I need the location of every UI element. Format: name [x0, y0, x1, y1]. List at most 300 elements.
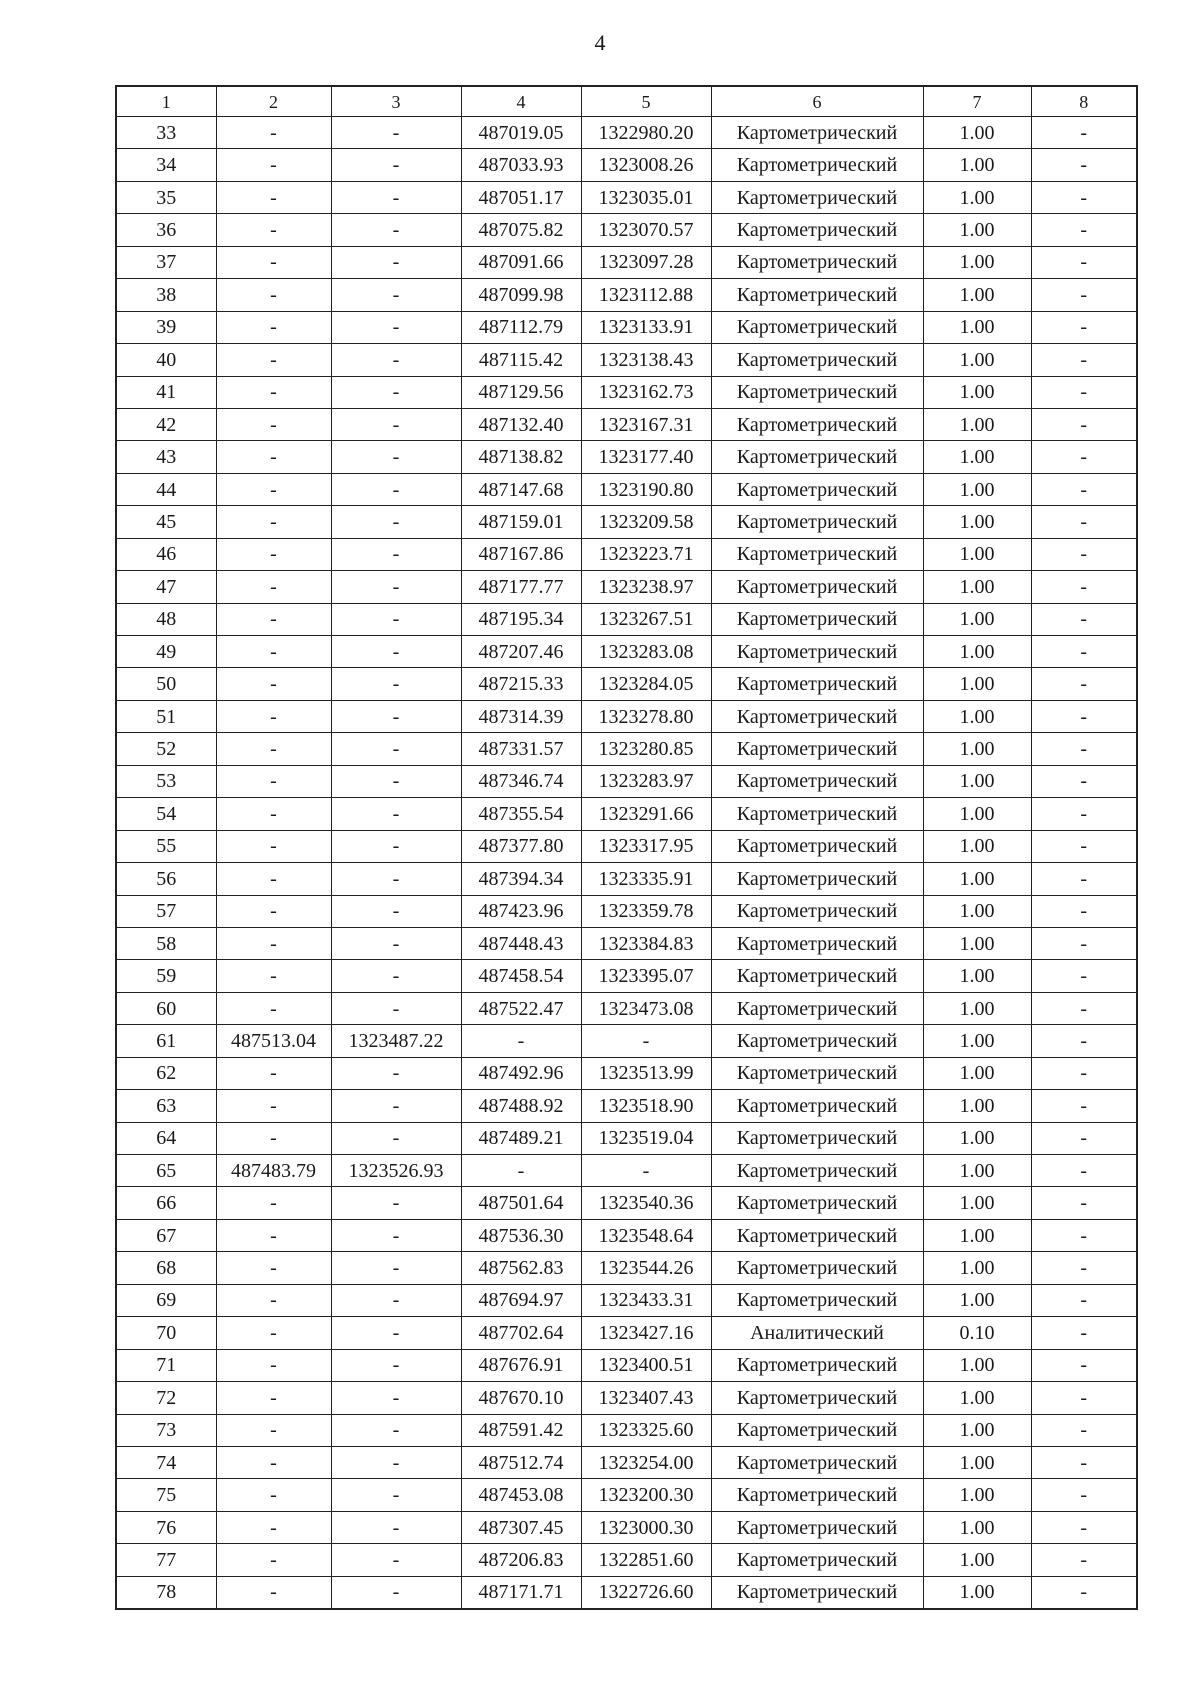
table-row: [116, 117, 1137, 149]
old-x-cell: -: [216, 992, 331, 1024]
old-y-cell: -: [331, 279, 461, 311]
method-cell: Картометрический: [711, 538, 923, 570]
method-cell: Картометрический: [711, 603, 923, 635]
old-y-cell: -: [331, 1057, 461, 1089]
accuracy-cell: 1.00: [923, 1025, 1031, 1057]
method-cell: Картометрический: [711, 700, 923, 732]
point-number-cell: 49: [116, 636, 216, 668]
old-x-cell: -: [216, 246, 331, 278]
point-number-cell: 66: [116, 1187, 216, 1219]
new-y-cell: 1322980.20: [581, 117, 711, 149]
old-y-cell: -: [331, 149, 461, 181]
accuracy-cell: 1.00: [923, 1284, 1031, 1316]
point-number-cell: 64: [116, 1122, 216, 1154]
method-cell: Картометрический: [711, 149, 923, 181]
table-row: [116, 733, 1137, 765]
old-x-cell: -: [216, 149, 331, 181]
table-row: [116, 1187, 1137, 1219]
new-y-cell: 1323433.31: [581, 1284, 711, 1316]
new-y-cell: 1323008.26: [581, 149, 711, 181]
new-x-cell: 487075.82: [461, 214, 581, 246]
method-cell: Картометрический: [711, 441, 923, 473]
method-cell: Картометрический: [711, 1284, 923, 1316]
new-y-cell: 1323544.26: [581, 1252, 711, 1284]
old-y-cell: -: [331, 1090, 461, 1122]
description-cell: -: [1031, 1576, 1137, 1609]
new-y-cell: 1323280.85: [581, 733, 711, 765]
old-y-cell: -: [331, 733, 461, 765]
table-row: [116, 1544, 1137, 1576]
accuracy-cell: 1.00: [923, 603, 1031, 635]
point-number-cell: 76: [116, 1511, 216, 1543]
table-row: [116, 1382, 1137, 1414]
new-x-cell: 487458.54: [461, 960, 581, 992]
new-y-cell: 1323407.43: [581, 1382, 711, 1414]
new-y-cell: 1323317.95: [581, 830, 711, 862]
accuracy-cell: 1.00: [923, 1252, 1031, 1284]
method-cell: Картометрический: [711, 733, 923, 765]
old-x-cell: -: [216, 311, 331, 343]
point-number-cell: 50: [116, 668, 216, 700]
new-y-cell: 1323325.60: [581, 1414, 711, 1446]
accuracy-cell: 1.00: [923, 765, 1031, 797]
new-y-cell: 1323548.64: [581, 1219, 711, 1251]
method-cell: Картометрический: [711, 246, 923, 278]
method-cell: Картометрический: [711, 960, 923, 992]
table-row: [116, 506, 1137, 538]
point-number-cell: 78: [116, 1576, 216, 1609]
point-number-cell: 35: [116, 181, 216, 213]
new-x-cell: 487694.97: [461, 1284, 581, 1316]
method-cell: Картометрический: [711, 636, 923, 668]
method-cell: Картометрический: [711, 895, 923, 927]
point-number-cell: 40: [116, 344, 216, 376]
accuracy-cell: 1.00: [923, 473, 1031, 505]
old-x-cell: -: [216, 603, 331, 635]
new-x-cell: -: [461, 1025, 581, 1057]
old-x-cell: -: [216, 1382, 331, 1414]
table-row: [116, 538, 1137, 570]
accuracy-cell: 1.00: [923, 798, 1031, 830]
new-y-cell: 1322851.60: [581, 1544, 711, 1576]
table-row: [116, 1090, 1137, 1122]
table-row: [116, 311, 1137, 343]
accuracy-cell: 1.00: [923, 1057, 1031, 1089]
point-number-cell: 38: [116, 279, 216, 311]
old-y-cell: 1323526.93: [331, 1155, 461, 1187]
new-y-cell: 1323070.57: [581, 214, 711, 246]
description-cell: -: [1031, 311, 1137, 343]
method-cell: Картометрический: [711, 1187, 923, 1219]
old-y-cell: -: [331, 830, 461, 862]
new-y-cell: 1323291.66: [581, 798, 711, 830]
old-x-cell: -: [216, 636, 331, 668]
old-x-cell: -: [216, 117, 331, 149]
accuracy-cell: 1.00: [923, 1446, 1031, 1478]
old-y-cell: -: [331, 636, 461, 668]
new-y-cell: 1323138.43: [581, 344, 711, 376]
description-cell: -: [1031, 1414, 1137, 1446]
point-number-cell: 55: [116, 830, 216, 862]
table-row: [116, 149, 1137, 181]
description-cell: -: [1031, 571, 1137, 603]
accuracy-cell: 1.00: [923, 895, 1031, 927]
description-cell: -: [1031, 1025, 1137, 1057]
old-y-cell: -: [331, 927, 461, 959]
accuracy-cell: 1.00: [923, 1090, 1031, 1122]
old-y-cell: -: [331, 344, 461, 376]
new-y-cell: 1323518.90: [581, 1090, 711, 1122]
old-y-cell: -: [331, 246, 461, 278]
method-cell: Картометрический: [711, 863, 923, 895]
accuracy-cell: 1.00: [923, 181, 1031, 213]
method-cell: Картометрический: [711, 1057, 923, 1089]
new-x-cell: 487394.34: [461, 863, 581, 895]
point-number-cell: 41: [116, 376, 216, 408]
new-x-cell: 487129.56: [461, 376, 581, 408]
description-cell: -: [1031, 700, 1137, 732]
new-x-cell: 487492.96: [461, 1057, 581, 1089]
table-row: [116, 214, 1137, 246]
description-cell: -: [1031, 765, 1137, 797]
accuracy-cell: 0.10: [923, 1317, 1031, 1349]
new-y-cell: 1323284.05: [581, 668, 711, 700]
table-row: [116, 246, 1137, 278]
point-number-cell: 45: [116, 506, 216, 538]
table-row: [116, 960, 1137, 992]
page-number: 4: [594, 30, 606, 55]
old-y-cell: -: [331, 992, 461, 1024]
point-number-cell: 36: [116, 214, 216, 246]
description-cell: -: [1031, 376, 1137, 408]
accuracy-cell: 1.00: [923, 1187, 1031, 1219]
method-cell: Картометрический: [711, 1576, 923, 1609]
new-y-cell: 1323209.58: [581, 506, 711, 538]
old-x-cell: -: [216, 1122, 331, 1154]
point-number-cell: 56: [116, 863, 216, 895]
point-number-cell: 74: [116, 1446, 216, 1478]
new-x-cell: 487033.93: [461, 149, 581, 181]
description-cell: -: [1031, 927, 1137, 959]
table-row: [116, 1479, 1137, 1511]
table-row: [116, 1252, 1137, 1284]
new-x-cell: 487307.45: [461, 1511, 581, 1543]
new-x-cell: 487536.30: [461, 1219, 581, 1251]
new-x-cell: 487423.96: [461, 895, 581, 927]
new-x-cell: 487051.17: [461, 181, 581, 213]
description-cell: -: [1031, 830, 1137, 862]
old-y-cell: -: [331, 538, 461, 570]
description-cell: -: [1031, 1446, 1137, 1478]
old-x-cell: -: [216, 1349, 331, 1381]
point-number-cell: 37: [116, 246, 216, 278]
accuracy-cell: 1.00: [923, 538, 1031, 570]
description-cell: -: [1031, 279, 1137, 311]
new-x-cell: 487670.10: [461, 1382, 581, 1414]
new-y-cell: 1323395.07: [581, 960, 711, 992]
description-cell: -: [1031, 1511, 1137, 1543]
old-x-cell: -: [216, 1252, 331, 1284]
column-header: 1: [116, 86, 216, 117]
new-x-cell: 487346.74: [461, 765, 581, 797]
new-x-cell: 487488.92: [461, 1090, 581, 1122]
point-number-cell: 44: [116, 473, 216, 505]
description-cell: -: [1031, 1219, 1137, 1251]
point-number-cell: 60: [116, 992, 216, 1024]
description-cell: -: [1031, 1544, 1137, 1576]
old-x-cell: -: [216, 473, 331, 505]
table-body: [116, 117, 1137, 1610]
accuracy-cell: 1.00: [923, 1349, 1031, 1381]
method-cell: Картометрический: [711, 279, 923, 311]
table-row: [116, 1057, 1137, 1089]
accuracy-cell: 1.00: [923, 117, 1031, 149]
point-number-cell: 52: [116, 733, 216, 765]
old-y-cell: -: [331, 1511, 461, 1543]
old-x-cell: -: [216, 733, 331, 765]
method-cell: Картометрический: [711, 408, 923, 440]
method-cell: Картометрический: [711, 376, 923, 408]
table-row: [116, 571, 1137, 603]
old-y-cell: -: [331, 506, 461, 538]
description-cell: -: [1031, 798, 1137, 830]
accuracy-cell: 1.00: [923, 279, 1031, 311]
accuracy-cell: 1.00: [923, 1544, 1031, 1576]
point-number-cell: 70: [116, 1317, 216, 1349]
method-cell: Картометрический: [711, 571, 923, 603]
accuracy-cell: 1.00: [923, 1382, 1031, 1414]
table-row: [116, 279, 1137, 311]
point-number-cell: 48: [116, 603, 216, 635]
column-header: 4: [461, 86, 581, 117]
old-y-cell: -: [331, 1446, 461, 1478]
table-row: [116, 181, 1137, 213]
accuracy-cell: 1.00: [923, 992, 1031, 1024]
new-y-cell: 1323177.40: [581, 441, 711, 473]
new-y-cell: 1323283.08: [581, 636, 711, 668]
old-x-cell: -: [216, 895, 331, 927]
accuracy-cell: 1.00: [923, 1511, 1031, 1543]
old-y-cell: -: [331, 376, 461, 408]
description-cell: -: [1031, 441, 1137, 473]
new-x-cell: 487138.82: [461, 441, 581, 473]
description-cell: -: [1031, 636, 1137, 668]
accuracy-cell: 1.00: [923, 1155, 1031, 1187]
old-y-cell: -: [331, 895, 461, 927]
old-x-cell: -: [216, 1414, 331, 1446]
column-header: 2: [216, 86, 331, 117]
description-cell: -: [1031, 181, 1137, 213]
table-row: [116, 798, 1137, 830]
new-y-cell: 1323097.28: [581, 246, 711, 278]
column-header: 5: [581, 86, 711, 117]
point-number-cell: 72: [116, 1382, 216, 1414]
new-x-cell: 487019.05: [461, 117, 581, 149]
method-cell: Картометрический: [711, 1511, 923, 1543]
new-y-cell: 1323278.80: [581, 700, 711, 732]
old-y-cell: -: [331, 1544, 461, 1576]
old-y-cell: 1323487.22: [331, 1025, 461, 1057]
point-number-cell: 58: [116, 927, 216, 959]
method-cell: Картометрический: [711, 311, 923, 343]
new-x-cell: 487177.77: [461, 571, 581, 603]
old-y-cell: -: [331, 311, 461, 343]
description-cell: -: [1031, 1252, 1137, 1284]
old-y-cell: -: [331, 765, 461, 797]
table-row: [116, 668, 1137, 700]
description-cell: -: [1031, 1122, 1137, 1154]
new-x-cell: 487522.47: [461, 992, 581, 1024]
point-number-cell: 39: [116, 311, 216, 343]
old-x-cell: -: [216, 376, 331, 408]
table-row: [116, 1122, 1137, 1154]
table-row: [116, 344, 1137, 376]
new-y-cell: 1323223.71: [581, 538, 711, 570]
new-x-cell: 487147.68: [461, 473, 581, 505]
method-cell: Аналитический: [711, 1317, 923, 1349]
table-row: [116, 636, 1137, 668]
table-row: [116, 441, 1137, 473]
point-number-cell: 51: [116, 700, 216, 732]
old-y-cell: -: [331, 441, 461, 473]
old-x-cell: -: [216, 1511, 331, 1543]
point-number-cell: 34: [116, 149, 216, 181]
method-cell: Картометрический: [711, 668, 923, 700]
table-row: [116, 376, 1137, 408]
method-cell: Картометрический: [711, 798, 923, 830]
new-x-cell: 487676.91: [461, 1349, 581, 1381]
old-y-cell: -: [331, 668, 461, 700]
point-number-cell: 63: [116, 1090, 216, 1122]
old-x-cell: -: [216, 1187, 331, 1219]
new-x-cell: 487215.33: [461, 668, 581, 700]
table-row: [116, 992, 1137, 1024]
table-row: [116, 1511, 1137, 1543]
old-y-cell: -: [331, 117, 461, 149]
new-y-cell: -: [581, 1025, 711, 1057]
old-x-cell: -: [216, 1544, 331, 1576]
new-y-cell: 1323519.04: [581, 1122, 711, 1154]
new-y-cell: 1323238.97: [581, 571, 711, 603]
new-x-cell: 487591.42: [461, 1414, 581, 1446]
method-cell: Картометрический: [711, 1219, 923, 1251]
old-y-cell: -: [331, 1252, 461, 1284]
old-x-cell: -: [216, 344, 331, 376]
new-x-cell: 487159.01: [461, 506, 581, 538]
new-y-cell: 1323035.01: [581, 181, 711, 213]
new-y-cell: 1323167.31: [581, 408, 711, 440]
method-cell: Картометрический: [711, 1155, 923, 1187]
method-cell: Картометрический: [711, 1349, 923, 1381]
description-cell: -: [1031, 149, 1137, 181]
method-cell: Картометрический: [711, 117, 923, 149]
old-y-cell: -: [331, 408, 461, 440]
description-cell: -: [1031, 117, 1137, 149]
accuracy-cell: 1.00: [923, 376, 1031, 408]
table-row: [116, 408, 1137, 440]
table-row: [116, 927, 1137, 959]
new-x-cell: 487132.40: [461, 408, 581, 440]
point-number-cell: 69: [116, 1284, 216, 1316]
accuracy-cell: 1.00: [923, 636, 1031, 668]
point-number-cell: 53: [116, 765, 216, 797]
description-cell: -: [1031, 992, 1137, 1024]
old-y-cell: -: [331, 214, 461, 246]
new-y-cell: 1323335.91: [581, 863, 711, 895]
method-cell: Картометрический: [711, 1414, 923, 1446]
method-cell: Картометрический: [711, 830, 923, 862]
new-y-cell: 1323133.91: [581, 311, 711, 343]
method-cell: Картометрический: [711, 992, 923, 1024]
accuracy-cell: 1.00: [923, 214, 1031, 246]
new-y-cell: 1323112.88: [581, 279, 711, 311]
description-cell: -: [1031, 408, 1137, 440]
description-cell: -: [1031, 960, 1137, 992]
new-y-cell: 1323000.30: [581, 1511, 711, 1543]
new-x-cell: -: [461, 1155, 581, 1187]
method-cell: Картометрический: [711, 1479, 923, 1511]
old-y-cell: -: [331, 1187, 461, 1219]
old-x-cell: -: [216, 1219, 331, 1251]
accuracy-cell: 1.00: [923, 700, 1031, 732]
point-number-cell: 73: [116, 1414, 216, 1446]
description-cell: -: [1031, 733, 1137, 765]
accuracy-cell: 1.00: [923, 441, 1031, 473]
description-cell: -: [1031, 1057, 1137, 1089]
accuracy-cell: 1.00: [923, 408, 1031, 440]
description-cell: -: [1031, 1349, 1137, 1381]
old-x-cell: -: [216, 1479, 331, 1511]
old-y-cell: -: [331, 700, 461, 732]
old-x-cell: -: [216, 1284, 331, 1316]
method-cell: Картометрический: [711, 473, 923, 505]
old-x-cell: 487483.79: [216, 1155, 331, 1187]
table-row: [116, 700, 1137, 732]
new-x-cell: 487453.08: [461, 1479, 581, 1511]
old-x-cell: -: [216, 765, 331, 797]
old-y-cell: -: [331, 1284, 461, 1316]
column-header: 6: [711, 86, 923, 117]
description-cell: -: [1031, 1382, 1137, 1414]
table-row: [116, 1219, 1137, 1251]
method-cell: Картометрический: [711, 1446, 923, 1478]
accuracy-cell: 1.00: [923, 830, 1031, 862]
accuracy-cell: 1.00: [923, 344, 1031, 376]
table-row: [116, 1446, 1137, 1478]
description-cell: -: [1031, 1155, 1137, 1187]
old-y-cell: -: [331, 1576, 461, 1609]
new-y-cell: 1323254.00: [581, 1446, 711, 1478]
accuracy-cell: 1.00: [923, 506, 1031, 538]
old-y-cell: -: [331, 181, 461, 213]
point-number-cell: 61: [116, 1025, 216, 1057]
description-cell: -: [1031, 1187, 1137, 1219]
old-y-cell: -: [331, 1219, 461, 1251]
new-x-cell: 487112.79: [461, 311, 581, 343]
old-x-cell: -: [216, 214, 331, 246]
old-x-cell: -: [216, 441, 331, 473]
table-row: [116, 1317, 1137, 1349]
new-x-cell: 487171.71: [461, 1576, 581, 1609]
table-row: [116, 830, 1137, 862]
table-row: [116, 1576, 1137, 1609]
description-cell: -: [1031, 603, 1137, 635]
accuracy-cell: 1.00: [923, 733, 1031, 765]
accuracy-cell: 1.00: [923, 960, 1031, 992]
accuracy-cell: 1.00: [923, 311, 1031, 343]
new-x-cell: 487512.74: [461, 1446, 581, 1478]
method-cell: Картометрический: [711, 1025, 923, 1057]
